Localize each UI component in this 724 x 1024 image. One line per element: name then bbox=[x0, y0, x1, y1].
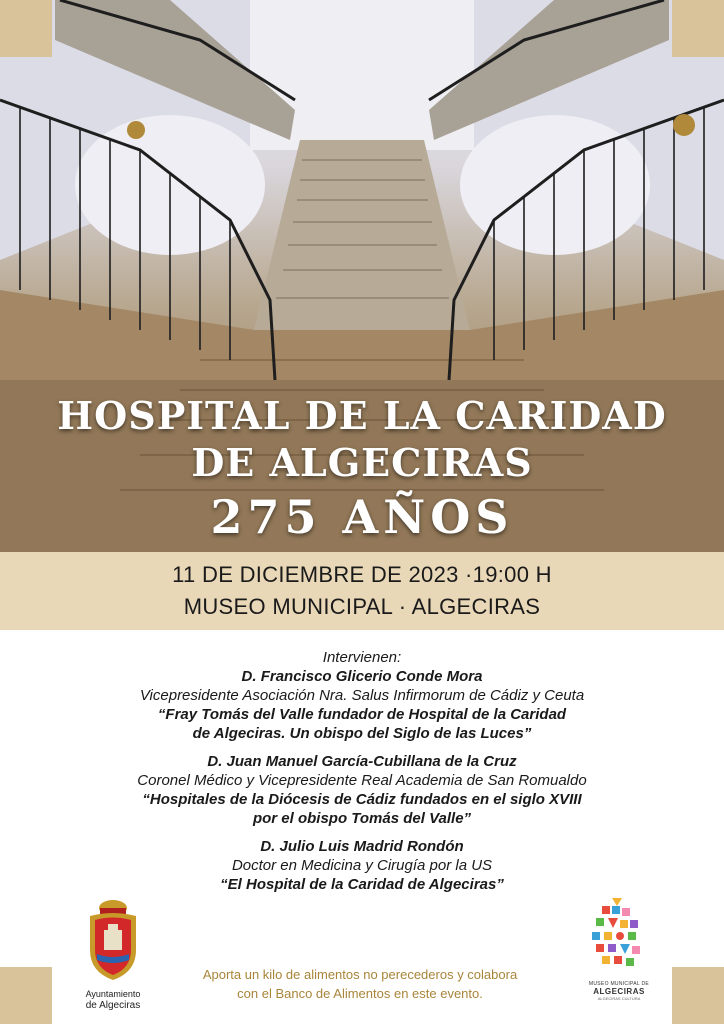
speaker-2-talk-line-1: “Hospitales de la Diócesis de Cádiz fundados en el siglo XVIII bbox=[142, 791, 582, 808]
ayuntamiento-caption-2: de Algeciras bbox=[85, 1000, 141, 1011]
museo-caption-3: ALGECIRAS CULTURA bbox=[597, 996, 641, 1001]
speaker-1-talk-line-2: de Algeciras. Un obispo del Siglo de las Luces” bbox=[192, 725, 532, 742]
title-line-3: 275 AÑOS bbox=[210, 490, 514, 544]
coat-of-arms-icon bbox=[80, 898, 146, 982]
ayuntamiento-caption-1: Ayuntamiento bbox=[85, 989, 141, 999]
event-info-band bbox=[0, 552, 724, 630]
speaker-1-talk-line-1: “Fray Tomás del Valle fundador de Hospital de la Caridad bbox=[157, 706, 567, 723]
speaker-3-name: D. Julio Luis Madrid Rondón bbox=[260, 838, 464, 855]
title-line-1: HOSPITAL DE LA CARIDAD bbox=[57, 393, 667, 438]
food-donation-line-1: Aporta un kilo de alimentos no perecederos y colabora bbox=[202, 967, 518, 982]
food-donation-line-2: con el Banco de Alimentos en este evento. bbox=[237, 986, 483, 1001]
museo-caption-1: MUSEO MUNICIPAL DE bbox=[588, 981, 650, 987]
speaker-2-name: D. Juan Manuel García-Cubillana de la Cruz bbox=[207, 753, 517, 770]
museo-caption-2: ALGECIRAS bbox=[593, 987, 645, 996]
food-donation-note bbox=[150, 965, 570, 1003]
speaker-1-name: D. Francisco Glicerio Conde Mora bbox=[241, 668, 483, 685]
event-date: 11 DE DICIEMBRE DE 2023 ·19:00 H bbox=[172, 562, 552, 587]
corner-decoration-top-left bbox=[0, 0, 52, 57]
museo-logo bbox=[582, 898, 656, 1001]
speaker-2-role: Coronel Médico y Vicepresidente Real Academia de San Romualdo bbox=[137, 772, 587, 789]
event-place: MUSEO MUNICIPAL · ALGECIRAS bbox=[183, 594, 541, 619]
speaker-3-talk-line-1: “El Hospital de la Caridad de Algeciras” bbox=[220, 876, 504, 893]
corner-decoration-top-right bbox=[672, 0, 724, 57]
ayuntamiento-logo bbox=[80, 898, 146, 1011]
speaker-3-role: Doctor en Medicina y Cirugía por la US bbox=[231, 857, 493, 874]
museo-mosaic-icon bbox=[582, 898, 656, 976]
program-intro: Intervienen: bbox=[322, 649, 402, 666]
speaker-1-role: Vicepresidente Asociación Nra. Salus Infirmorum de Cádiz y Ceuta bbox=[139, 687, 585, 704]
speakers-program bbox=[60, 648, 664, 894]
corner-decoration-bottom-left bbox=[0, 967, 52, 1024]
speaker-2-talk-line-2: por el obispo Tomás del Valle” bbox=[252, 810, 472, 827]
title-line-2: DE ALGECIRAS bbox=[191, 440, 533, 485]
corner-decoration-bottom-right bbox=[672, 967, 724, 1024]
